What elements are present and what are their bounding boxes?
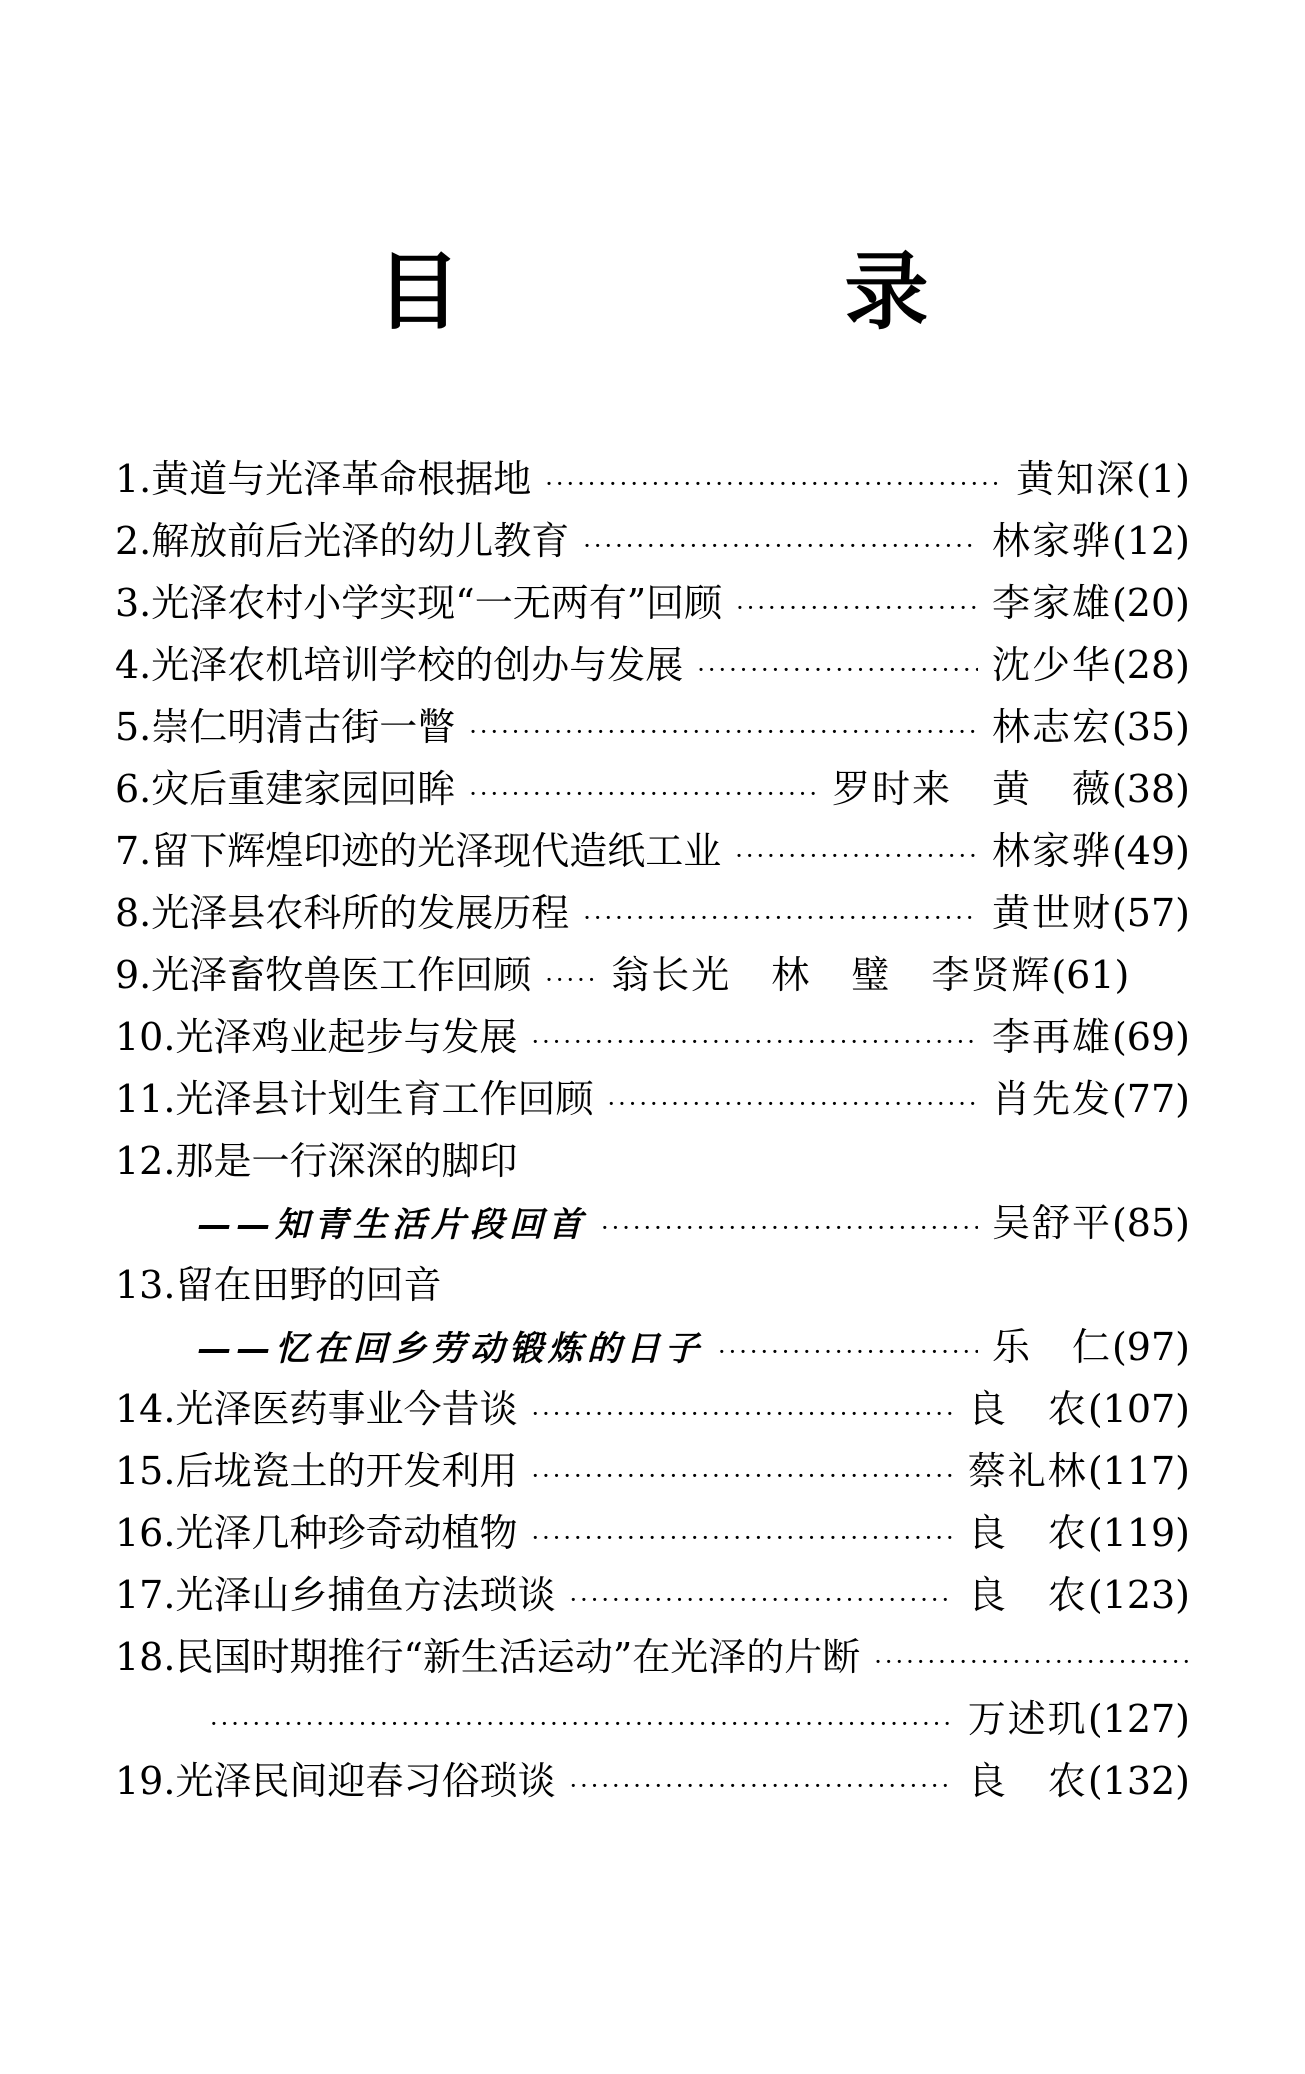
- entry-title: 光泽山乡捕鱼方法琐谈: [175, 1573, 556, 1617]
- entry-number: 11.: [115, 1077, 176, 1121]
- entry-page: (123): [1087, 1573, 1190, 1617]
- entry-author: 良 农: [967, 1759, 1088, 1803]
- page-title: 目 录: [376, 243, 1079, 341]
- entry-page: (61): [1051, 953, 1130, 997]
- toc-entry-2: [115, 510, 1190, 572]
- entry-number: 9.: [115, 953, 152, 997]
- entry-number: 8.: [115, 891, 152, 935]
- entry-author: 良 农: [967, 1387, 1088, 1431]
- entry-author: 良 农: [967, 1511, 1088, 1555]
- entry-number: 16.: [115, 1511, 176, 1555]
- entry-author: 吴舒平: [991, 1201, 1112, 1245]
- entry-number: 17.: [115, 1573, 176, 1617]
- toc-entry-11: [115, 1068, 1190, 1130]
- entry-page: (117): [1087, 1449, 1190, 1493]
- entry-page: (132): [1087, 1759, 1190, 1803]
- leader-dots: [469, 701, 978, 763]
- entry-number: 1.: [115, 457, 152, 501]
- table-of-contents: [115, 448, 1190, 1812]
- toc-entry-1: [115, 448, 1190, 510]
- leader-dots: [469, 763, 818, 825]
- toc-entry-15: [115, 1440, 1190, 1502]
- toc-entry-17: [115, 1564, 1190, 1626]
- toc-entry-18-continuation: [115, 1688, 1190, 1750]
- entry-page: (35): [1111, 705, 1190, 749]
- toc-entry-13-subtitle: [115, 1316, 1190, 1378]
- entry-title: 崇仁明清古街一瞥: [151, 705, 456, 749]
- leader-dots: [531, 1011, 978, 1073]
- entry-title: 民国时期推行“新生活运动”在光泽的片断: [175, 1635, 861, 1679]
- toc-entry-7: [115, 820, 1190, 882]
- entry-title: 光泽医药事业今昔谈: [175, 1387, 518, 1431]
- leader-dots: [874, 1631, 1190, 1693]
- toc-entry-12: [115, 1130, 1190, 1192]
- entry-title: 光泽县农科所的发展历程: [151, 891, 570, 935]
- leader-dots: [545, 453, 1002, 515]
- entry-number: 12.: [115, 1139, 176, 1183]
- entry-subtitle: ——忆在回乡劳动锻炼的日子: [197, 1329, 704, 1369]
- entry-title: 光泽县计划生育工作回顾: [175, 1077, 594, 1121]
- leader-dots: [531, 1445, 953, 1507]
- entry-number: 7.: [115, 829, 152, 873]
- entry-title: 留在田野的回音: [175, 1263, 442, 1307]
- entry-number: 2.: [115, 519, 152, 563]
- entry-author: 林志宏: [991, 705, 1112, 749]
- leader-dots: [735, 825, 978, 887]
- entry-author: 黄 薇: [991, 767, 1112, 811]
- entry-page: (69): [1111, 1015, 1190, 1059]
- leader-dots: [583, 515, 978, 577]
- entry-number: 15.: [115, 1449, 176, 1493]
- entry-page: (77): [1111, 1077, 1190, 1121]
- entry-number: 18.: [115, 1635, 176, 1679]
- entry-number: 6.: [115, 767, 152, 811]
- leader-dots: [531, 1507, 953, 1569]
- leader-dots: [569, 1569, 953, 1631]
- leader-dots: [583, 887, 978, 949]
- entry-number: 13.: [115, 1263, 176, 1307]
- entry-page: (97): [1111, 1325, 1190, 1369]
- entry-subtitle: ——知青生活片段回首: [197, 1205, 587, 1245]
- entry-author: 林家骅: [991, 829, 1112, 873]
- entry-page: (38): [1111, 767, 1190, 811]
- toc-entry-19: [115, 1750, 1190, 1812]
- entry-author-group: [611, 944, 891, 1006]
- entry-number: 14.: [115, 1387, 176, 1431]
- entry-page: (12): [1111, 519, 1190, 563]
- toc-entry-12-subtitle: [115, 1192, 1190, 1254]
- toc-entry-9: [115, 944, 1190, 1006]
- leader-dots: [697, 639, 978, 701]
- entry-author: 沈少华: [991, 643, 1112, 687]
- entry-author: 肖先发: [991, 1077, 1112, 1121]
- leader-dots: [545, 949, 597, 1011]
- entry-page: (85): [1111, 1201, 1190, 1245]
- entry-page: (119): [1087, 1511, 1190, 1555]
- entry-author: 李贤辉: [931, 953, 1052, 997]
- leader-dots: [210, 1693, 954, 1755]
- toc-entry-3: [115, 572, 1190, 634]
- entry-page: (28): [1111, 643, 1190, 687]
- entry-title: 光泽几种珍奇动植物: [175, 1511, 518, 1555]
- toc-entry-10: [115, 1006, 1190, 1068]
- entry-page: (20): [1111, 581, 1190, 625]
- entry-title: 光泽农机培训学校的创办与发展: [151, 643, 684, 687]
- leader-dots: [607, 1073, 978, 1135]
- entry-author: 黄知深: [1016, 457, 1137, 501]
- entry-author: 李再雄: [991, 1015, 1112, 1059]
- entry-title: 灾后重建家园回眸: [151, 767, 456, 811]
- entry-page: (107): [1087, 1387, 1190, 1431]
- toc-entry-8: [115, 882, 1190, 944]
- entry-number: 3.: [115, 581, 152, 625]
- entry-author: 林 璧: [771, 953, 892, 997]
- entry-title: 黄道与光泽革命根据地: [151, 457, 532, 501]
- entry-author: 罗时来: [831, 767, 952, 811]
- entry-page: (49): [1111, 829, 1190, 873]
- leader-dots: [718, 1321, 978, 1383]
- entry-author: 良 农: [967, 1573, 1088, 1617]
- toc-entry-4: [115, 634, 1190, 696]
- toc-entry-18: [115, 1626, 1190, 1688]
- entry-author: 林家骅: [991, 519, 1112, 563]
- entry-title: 光泽鸡业起步与发展: [175, 1015, 518, 1059]
- entry-title: 光泽农村小学实现“一无两有”回顾: [151, 581, 723, 625]
- entry-title: 解放前后光泽的幼儿教育: [151, 519, 570, 563]
- entry-page: (57): [1111, 891, 1190, 935]
- entry-author: 李家雄: [991, 581, 1112, 625]
- leader-dots: [601, 1197, 978, 1259]
- entry-number: 4.: [115, 643, 152, 687]
- toc-entry-14: [115, 1378, 1190, 1440]
- entry-title: 后垅瓷土的开发利用: [175, 1449, 518, 1493]
- entry-page: (127): [1087, 1697, 1190, 1741]
- leader-dots: [569, 1755, 953, 1817]
- entry-title: 那是一行深深的脚印: [175, 1139, 518, 1183]
- entry-author-group: [832, 758, 952, 820]
- entry-author: 翁长光: [611, 953, 732, 997]
- entry-title: 留下辉煌印迹的光泽现代造纸工业: [151, 829, 722, 873]
- entry-title: 光泽畜牧兽医工作回顾: [151, 953, 532, 997]
- entry-number: 10.: [115, 1015, 176, 1059]
- toc-entry-13: [115, 1254, 1190, 1316]
- entry-author: 蔡礼林: [967, 1449, 1088, 1493]
- leader-dots: [736, 577, 978, 639]
- toc-entry-16: [115, 1502, 1190, 1564]
- leader-dots: [531, 1383, 953, 1445]
- entry-number: 5.: [115, 705, 152, 749]
- entry-author: 黄世财: [991, 891, 1112, 935]
- toc-entry-6: [115, 758, 1190, 820]
- entry-title: 光泽民间迎春习俗琐谈: [175, 1759, 556, 1803]
- entry-page: (1): [1136, 457, 1190, 501]
- entry-author: 乐 仁: [991, 1325, 1112, 1369]
- entry-number: 19.: [115, 1759, 176, 1803]
- toc-entry-5: [115, 696, 1190, 758]
- entry-author: 万述玑: [967, 1697, 1088, 1741]
